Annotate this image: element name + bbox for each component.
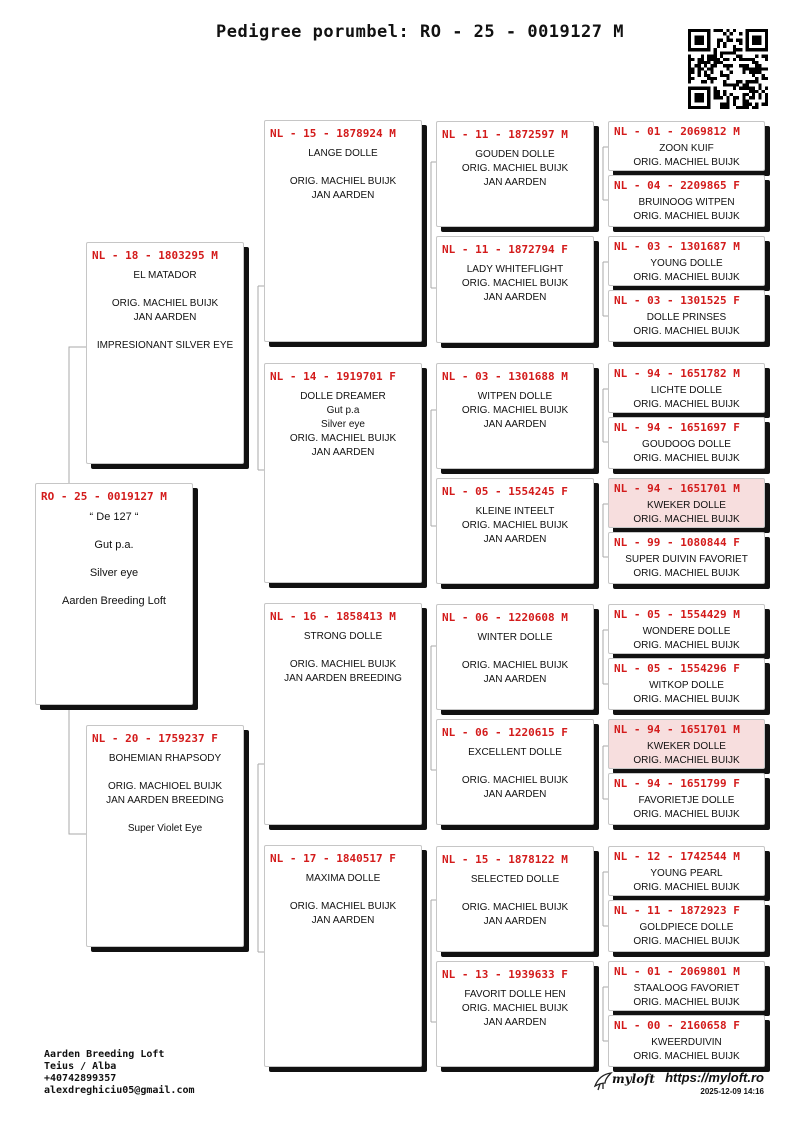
ring-number: NL - 05 - 1554245 F [442, 485, 568, 498]
pigeon-card-grandparent[interactable] [264, 603, 422, 825]
page-title: Pedigree porumbel: RO - 25 - 0019127 M [216, 22, 624, 42]
pigeon-details: EL MATADOR ORIG. MACHIEL BUIJK JAN AARDEN IMPRESIONANT SILVER EYE [96, 270, 234, 351]
myloft-wordmark: myloft [612, 1072, 655, 1086]
loft-email[interactable]: alexdreghiciu05@gmail.com [44, 1085, 195, 1096]
pigeon-details: GOUDOOG DOLLE ORIG. MACHIEL BUIJK [633, 439, 740, 464]
ring-number: NL - 94 - 1651782 M [614, 367, 740, 380]
brand-footer [592, 1070, 768, 1100]
pigeon-card-great-great-grandparent[interactable] [608, 773, 765, 825]
pigeon-card-great-grandparent[interactable] [436, 363, 594, 469]
pigeon-details: SELECTED DOLLE ORIG. MACHIEL BUIJK JAN AARDEN [461, 874, 569, 927]
ring-number: NL - 94 - 1651697 F [614, 421, 740, 434]
pigeon-details: STRONG DOLLE ORIG. MACHIEL BUIJK JAN AARDEN BREEDING [284, 631, 402, 684]
ring-number: NL - 14 - 1919701 F [270, 370, 396, 383]
pigeon-details: STAALOOG FAVORIET ORIG. MACHIEL BUIJK [633, 983, 740, 1008]
pigeon-details: FAVORIT DOLLE HEN ORIG. MACHIEL BUIJK JAN AARDEN [461, 989, 569, 1028]
pigeon-card-great-great-grandparent[interactable] [608, 417, 765, 469]
pigeon-card-great-grandparent[interactable] [436, 236, 594, 343]
pigeon-details: “ De 127 “ Gut p.a. Silver eye Aarden Breeding Loft [62, 511, 166, 607]
pigeon-card-great-great-grandparent[interactable] [608, 604, 765, 654]
pigeon-details: EXCELLENT DOLLE ORIG. MACHIEL BUIJK JAN AARDEN [461, 747, 569, 800]
loft-location: Teius / Alba [44, 1061, 117, 1072]
ring-number: NL - 03 - 1301687 M [614, 240, 740, 253]
ring-number: NL - 06 - 1220615 F [442, 726, 568, 739]
pigeon-details: KWEKER DOLLE ORIG. MACHIEL BUIJK [633, 741, 740, 766]
pigeon-details: KWEKER DOLLE ORIG. MACHIEL BUIJK [633, 500, 740, 525]
ring-number: NL - 04 - 2209865 F [614, 179, 740, 192]
ring-number: RO - 25 - 0019127 M [41, 490, 167, 503]
pigeon-details: YOUNG DOLLE ORIG. MACHIEL BUIJK [633, 258, 740, 283]
pigeon-card-great-grandparent[interactable] [436, 121, 594, 227]
ring-number: NL - 20 - 1759237 F [92, 732, 218, 745]
ring-number: NL - 11 - 1872923 F [614, 904, 740, 917]
pigeon-card-great-great-grandparent[interactable] [608, 846, 765, 896]
pigeon-details: WINTER DOLLE ORIG. MACHIEL BUIJK JAN AARDEN [461, 632, 569, 685]
pigeon-card-subject[interactable] [35, 483, 193, 705]
myloft-url[interactable]: https://myloft.ro [665, 1070, 764, 1085]
pigeon-card-great-great-grandparent[interactable] [608, 363, 765, 413]
print-date: 2025-12-09 14:16 [700, 1087, 764, 1096]
pigeon-details: WITKOP DOLLE ORIG. MACHIEL BUIJK [633, 680, 740, 705]
pigeon-details: WONDERE DOLLE ORIG. MACHIEL BUIJK [633, 626, 740, 651]
pigeon-details: YOUNG PEARL ORIG. MACHIEL BUIJK [633, 868, 740, 893]
pigeon-details: BRUINOOG WITPEN ORIG. MACHIEL BUIJK [633, 197, 740, 222]
ring-number: NL - 05 - 1554429 M [614, 608, 740, 621]
loft-name: Aarden Breeding Loft [44, 1049, 165, 1060]
myloft-bird-icon [592, 1070, 614, 1092]
pigeon-card-sire[interactable] [86, 242, 244, 464]
pigeon-details: BOHEMIAN RHAPSODY ORIG. MACHIOEL BUIJK JAN AARDEN BREEDING Super Violet Eye [106, 753, 224, 834]
pigeon-details: KLEINE INTEELT ORIG. MACHIEL BUIJK JAN AARDEN [461, 506, 569, 545]
loft-phone[interactable]: +40742899357 [44, 1073, 117, 1084]
pigeon-details: FAVORIETJE DOLLE ORIG. MACHIEL BUIJK [633, 795, 740, 820]
ring-number: NL - 05 - 1554296 F [614, 662, 740, 675]
ring-number: NL - 01 - 2069801 M [614, 965, 740, 978]
ring-number: NL - 99 - 1080844 F [614, 536, 740, 549]
pigeon-card-grandparent[interactable] [264, 845, 422, 1067]
pigeon-card-great-great-grandparent[interactable] [608, 478, 765, 528]
ring-number: NL - 03 - 1301525 F [614, 294, 740, 307]
ring-number: NL - 00 - 2160658 F [614, 1019, 740, 1032]
ring-number: NL - 11 - 1872597 M [442, 128, 568, 141]
pigeon-details: LADY WHITEFLIGHT ORIG. MACHIEL BUIJK JAN AARDEN [461, 264, 569, 303]
pigeon-details: WITPEN DOLLE ORIG. MACHIEL BUIJK JAN AARDEN [461, 391, 569, 430]
pigeon-details: GOUDEN DOLLE ORIG. MACHIEL BUIJK JAN AARDEN [461, 149, 569, 188]
ring-number: NL - 94 - 1651799 F [614, 777, 740, 790]
pigeon-card-great-grandparent[interactable] [436, 961, 594, 1067]
pigeon-details: ZOON KUIF ORIG. MACHIEL BUIJK [633, 143, 740, 168]
pigeon-details: LANGE DOLLE ORIG. MACHIEL BUIJK JAN AARDEN [289, 148, 397, 201]
pigeon-card-great-great-grandparent[interactable] [608, 121, 765, 171]
ring-number: NL - 13 - 1939633 F [442, 968, 568, 981]
pigeon-card-great-grandparent[interactable] [436, 478, 594, 584]
pigeon-details: DOLLE PRINSES ORIG. MACHIEL BUIJK [633, 312, 740, 337]
pigeon-card-great-great-grandparent[interactable] [608, 290, 765, 342]
pigeon-card-great-great-grandparent[interactable] [608, 175, 765, 227]
pigeon-details: DOLLE DREAMER Gut p.a Silver eye ORIG. MACHIEL BUIJK JAN AARDEN [289, 391, 397, 458]
pigeon-card-great-grandparent[interactable] [436, 604, 594, 710]
pigeon-card-great-great-grandparent[interactable] [608, 1015, 765, 1067]
pigeon-details: GOLDPIECE DOLLE ORIG. MACHIEL BUIJK [633, 922, 740, 947]
pigeon-card-great-great-grandparent[interactable] [608, 719, 765, 769]
pigeon-details: LICHTE DOLLE ORIG. MACHIEL BUIJK [633, 385, 740, 410]
pigeon-card-grandparent[interactable] [264, 363, 422, 583]
pigeon-card-great-great-grandparent[interactable] [608, 900, 765, 952]
pigeon-details: KWEERDUIVIN ORIG. MACHIEL BUIJK [633, 1037, 740, 1062]
pigeon-card-great-great-grandparent[interactable] [608, 532, 765, 584]
ring-number: NL - 01 - 2069812 M [614, 125, 740, 138]
ring-number: NL - 15 - 1878122 M [442, 853, 568, 866]
pigeon-details: MAXIMA DOLLE ORIG. MACHIEL BUIJK JAN AARDEN [289, 873, 397, 926]
pigeon-details: SUPER DUIVIN FAVORIET ORIG. MACHIEL BUIJK [625, 554, 748, 579]
ring-number: NL - 12 - 1742544 M [614, 850, 740, 863]
pigeon-card-grandparent[interactable] [264, 120, 422, 342]
ring-number: NL - 94 - 1651701 M [614, 482, 740, 495]
pigeon-card-great-grandparent[interactable] [436, 846, 594, 952]
ring-number: NL - 11 - 1872794 F [442, 243, 568, 256]
pigeon-card-great-great-grandparent[interactable] [608, 961, 765, 1011]
ring-number: NL - 17 - 1840517 F [270, 852, 396, 865]
ring-number: NL - 15 - 1878924 M [270, 127, 396, 140]
ring-number: NL - 03 - 1301688 M [442, 370, 568, 383]
ring-number: NL - 16 - 1858413 M [270, 610, 396, 623]
pigeon-card-dam[interactable] [86, 725, 244, 947]
ring-number: NL - 06 - 1220608 M [442, 611, 568, 624]
pigeon-card-great-great-grandparent[interactable] [608, 236, 765, 286]
pigeon-card-great-great-grandparent[interactable] [608, 658, 765, 710]
pigeon-card-great-grandparent[interactable] [436, 719, 594, 825]
loft-contact [44, 1049, 195, 1097]
ring-number: NL - 94 - 1651701 M [614, 723, 740, 736]
ring-number: NL - 18 - 1803295 M [92, 249, 218, 262]
